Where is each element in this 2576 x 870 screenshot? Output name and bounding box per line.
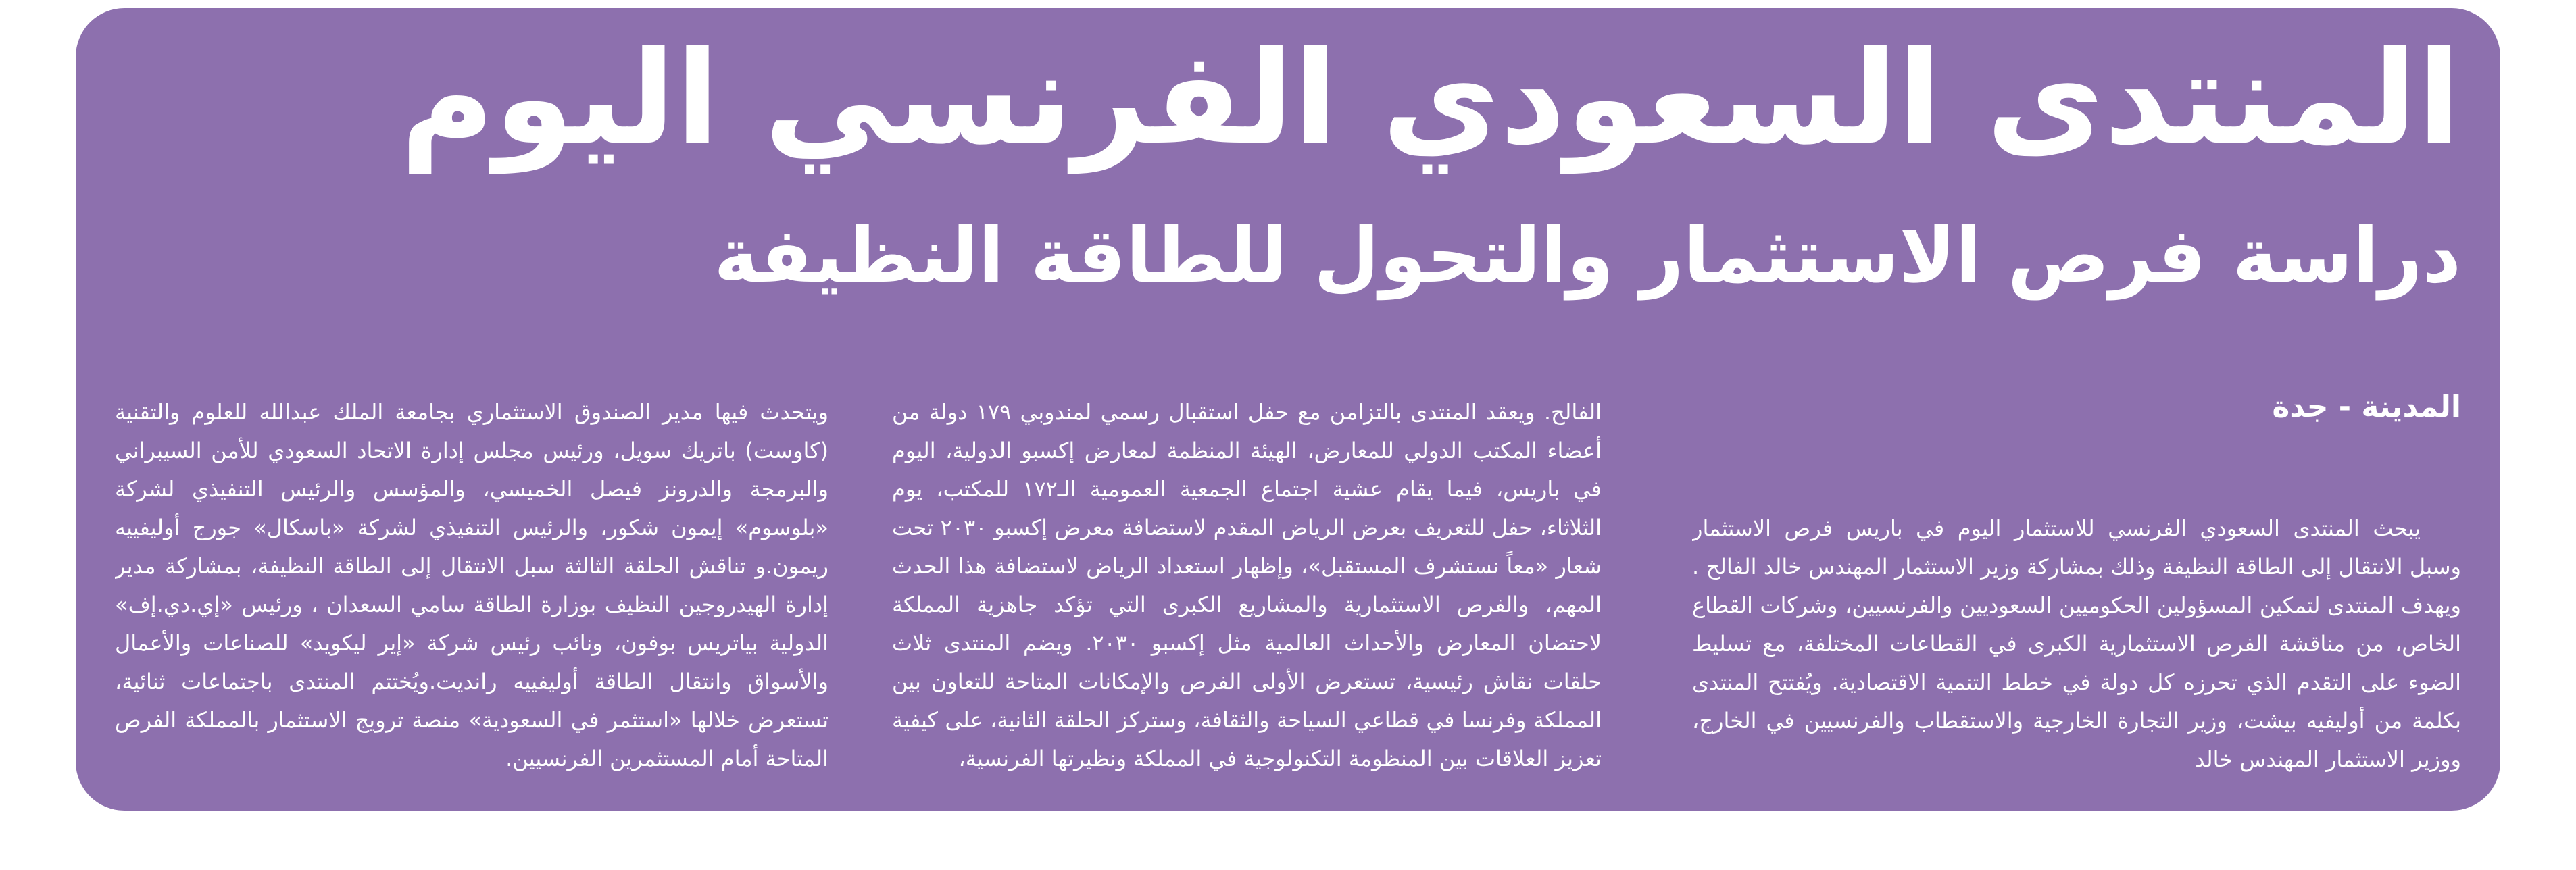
article-column-2: الفالح. ويعقد المنتدى بالتزامن مع حفل استقبال رسمي لمندوبي ١٧٩ دولة من أعضاء المكتب الدولي للمعارض، الهيئة المنظمة لمعارض إكسبو الدولية، اليوم في باريس، فيما يقام عشية اجتماع الجمعية العمومية الـ١٧٢ للمكتب، يوم الثلاثاء، حفل للتعريف بعرض الرياض المقدم لاستضافة معرض إكسبو ٢٠٣٠ تحت شعار «معاً نستشرف المستقبل»، وإظهار استعداد الرياض لاستضافة هذا الحدث المهم، والفرص الاستثمارية والمشاريع الكبرى التي تؤكد جاهزية المملكة لاحتضان المعارض والأحداث العالمية مثل إكسبو ٢٠٣٠. ويضم المنتدى ثلاث حلقات نقاش رئيسية، تستعرض الأولى الفرص والإمكانات المتاحة للتعاون بين المملكة وفرنسا في قطاعي السياحة والثقافة، وستركز الحلقة الثانية، على كيفية تعزيز العلاقات بين المنظومة التكنولوجية في المملكة ونظيرتها الفرنسية، [892, 399, 1602, 771]
article-column-3: ويتحدث فيها مدير الصندوق الاستثماري بجامعة الملك عبدالله للعلوم والتقنية (كاوست) باتريك سويل، ورئيس مجلس إدارة الاتحاد السعودي للأمن السيبراني والبرمجة والدرونز فيصل الخميسي، والمؤسس والرئيس التنفيذي لشركة «بلوسوم» إيمون شكور، والرئيس التنفيذي لشركة «باسكال» جورج أوليفييه ريمون.و تناقش الحلقة الثالثة سبل الانتقال إلى الطاقة النظيفة، بمشاركة مدير إدارة الهيدروجين النظيف بوزارة الطاقة سامي السعدان ، ورئيس «إي.دي.إف» الدولية بياتريس بوفون، ونائب رئيس شركة «إير ليكويد» للصناعات والأعمال والأسواق وانتقال الطاقة أوليفييه رانديت.ويُختتم المنتدى باجتماعات ثنائية، تستعرض خلالها «استثمر في السعودية» منصة ترويج الاستثمار بالمملكة الفرص المتاحة أمام المستثمرين الفرنسيين. [115, 399, 828, 771]
byline: المدينة - جدة [2272, 390, 2461, 424]
sub-headline: دراسة فرص الاستثمار والتحول للطاقة النظيفة [714, 212, 2461, 300]
headline: المنتدى السعودي الفرنسي اليوم [400, 24, 2461, 173]
article-panel [76, 8, 2500, 811]
article-column-1: يبحث المنتدى السعودي الفرنسي للاستثمار اليوم في باريس فرص الاستثمار وسبل الانتقال إلى الطاقة النظيفة وذلك بمشاركة وزير الاستثمار المهندس خالد الفالح . ويهدف المنتدى لتمكين المسؤولين الحكوميين السعوديين والفرنسيين، وشركات القطاع الخاص، من مناقشة الفرص الاستثمارية الكبرى في القطاعات المختلفة، مع تسليط الضوء على التقدم الذي تحرزه كل دولة في خطط التنمية الاقتصادية. ويُفتتح المنتدى بكلمة من أوليفيه بيشت، وزير التجارة الخارجية والاستقطاب والفرنسيين في الخارج، ووزير الاستثمار المهندس خالد [1692, 515, 2461, 772]
